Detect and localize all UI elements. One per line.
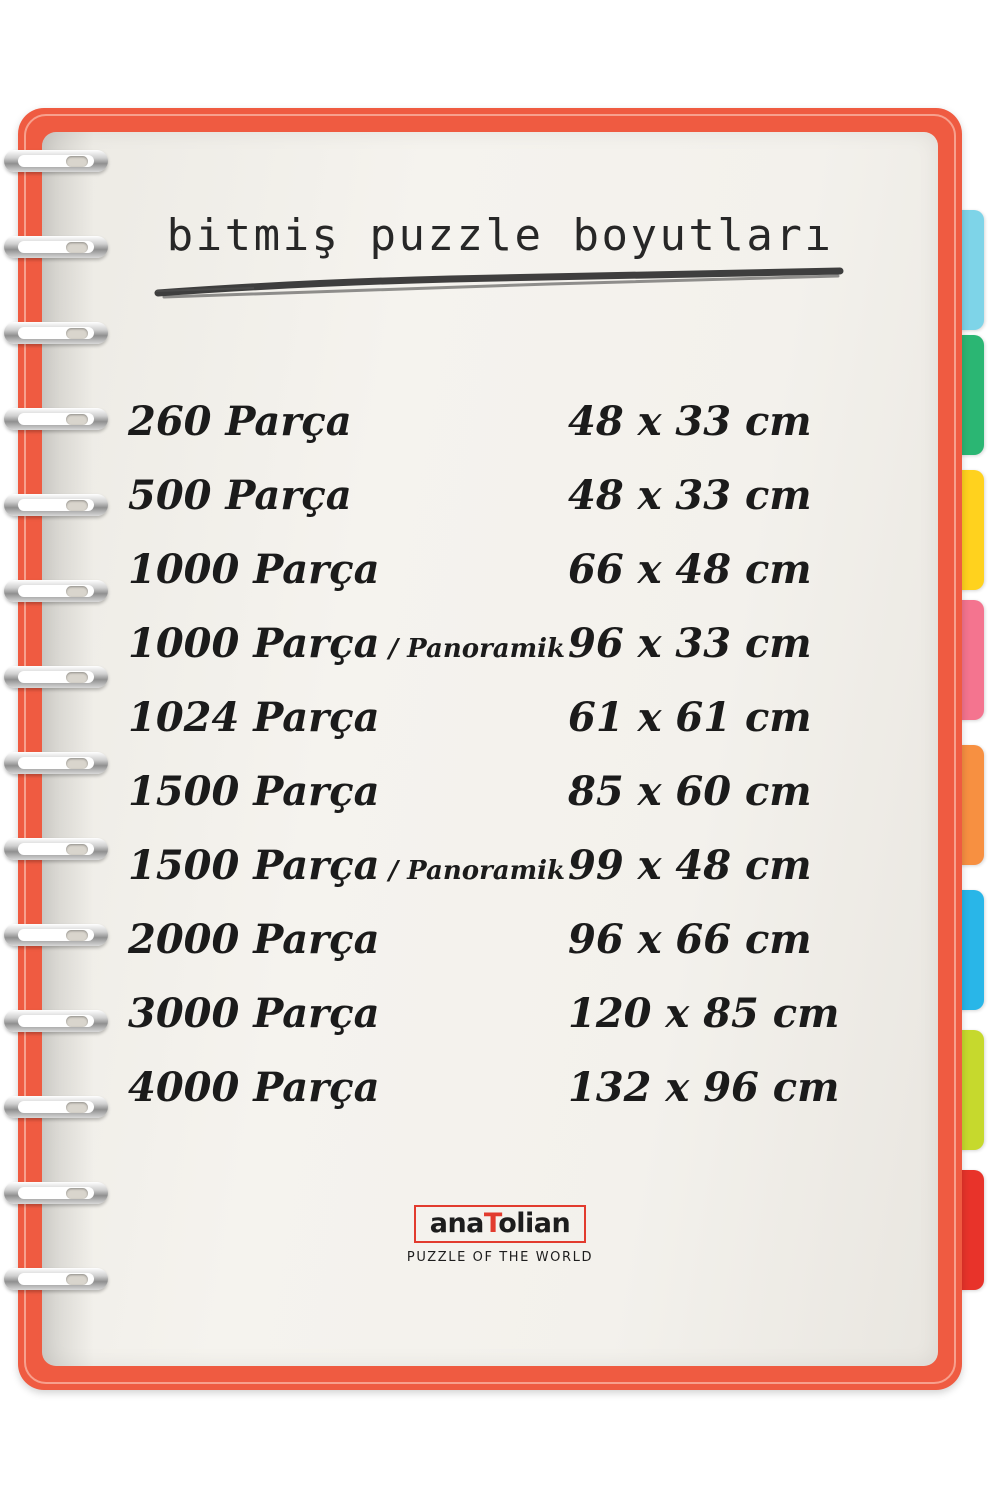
- spiral-ring: [4, 838, 108, 864]
- piece-count-suffix: / Panoramik: [379, 634, 566, 664]
- table-row: [128, 398, 896, 472]
- paper-punch-hole: [66, 414, 88, 425]
- title-block: [120, 210, 880, 301]
- piece-count-cell: [128, 768, 568, 815]
- spiral-ring: [4, 666, 108, 692]
- piece-count-value: 3000 Parça: [128, 990, 380, 1037]
- spiral-ring: [4, 924, 108, 950]
- brand-name-accent: T: [483, 1208, 499, 1239]
- spiral-ring: [4, 494, 108, 520]
- paper-punch-hole: [66, 930, 88, 941]
- piece-count-value: 1000 Parça: [128, 620, 380, 667]
- piece-count-cell: [128, 842, 568, 889]
- brand-name-part1: ana: [429, 1208, 484, 1239]
- table-row: [128, 620, 896, 694]
- paper-punch-hole: [66, 1016, 88, 1027]
- spiral-ring: [4, 580, 108, 606]
- title-underline-icon: [150, 267, 850, 301]
- spiral-binding: [0, 150, 120, 1360]
- paper-punch-hole: [66, 1274, 88, 1285]
- finished-size-cell: 61 x 61 cm: [568, 694, 812, 741]
- spiral-ring: [4, 1268, 108, 1294]
- piece-count-value: 1024 Parça: [128, 694, 380, 741]
- finished-size-cell: 48 x 33 cm: [568, 398, 812, 445]
- brand-name-part2: olian: [498, 1208, 571, 1239]
- paper-punch-hole: [66, 1188, 88, 1199]
- spiral-ring: [4, 1010, 108, 1036]
- spiral-ring: [4, 236, 108, 262]
- piece-count-cell: [128, 916, 568, 963]
- table-row: [128, 916, 896, 990]
- brand-name: [430, 1210, 571, 1237]
- piece-count-cell: [128, 694, 568, 741]
- piece-count-cell: [128, 472, 568, 519]
- piece-count-cell: [128, 546, 568, 593]
- brand-tagline: PUZZLE OF THE WORLD: [406, 1250, 594, 1265]
- piece-count-cell: [128, 398, 568, 445]
- brand-logo: [0, 1205, 1000, 1265]
- brand-name-box: [414, 1205, 587, 1243]
- piece-count-value: 1500 Parça: [128, 768, 380, 815]
- finished-size-cell: 66 x 48 cm: [568, 546, 812, 593]
- paper-punch-hole: [66, 672, 88, 683]
- finished-size-cell: 132 x 96 cm: [568, 1064, 840, 1111]
- finished-size-cell: 96 x 33 cm: [568, 620, 812, 667]
- finished-size-cell: 120 x 85 cm: [568, 990, 840, 1037]
- page-title: bitmiş puzzle boyutları: [166, 210, 834, 261]
- table-row: [128, 768, 896, 842]
- table-row: [128, 472, 896, 546]
- piece-count-value: 1000 Parça: [128, 546, 380, 593]
- finished-size-cell: 48 x 33 cm: [568, 472, 812, 519]
- paper-punch-hole: [66, 156, 88, 167]
- piece-count-value: 1500 Parça: [128, 842, 380, 889]
- table-row: [128, 546, 896, 620]
- spiral-ring: [4, 408, 108, 434]
- table-row: [128, 694, 896, 768]
- spiral-ring: [4, 752, 108, 778]
- paper-punch-hole: [66, 844, 88, 855]
- piece-count-value: 4000 Parça: [128, 1064, 380, 1111]
- paper-punch-hole: [66, 242, 88, 253]
- piece-count-cell: [128, 1064, 568, 1111]
- piece-count-value: 500 Parça: [128, 472, 352, 519]
- spiral-ring: [4, 150, 108, 176]
- piece-count-cell: [128, 620, 568, 667]
- finished-size-cell: 96 x 66 cm: [568, 916, 812, 963]
- paper-punch-hole: [66, 586, 88, 597]
- puzzle-size-table: [128, 398, 896, 1138]
- table-row: [128, 990, 896, 1064]
- paper-punch-hole: [66, 500, 88, 511]
- piece-count-value: 260 Parça: [128, 398, 352, 445]
- finished-size-cell: 85 x 60 cm: [568, 768, 812, 815]
- piece-count-cell: [128, 990, 568, 1037]
- finished-size-cell: 99 x 48 cm: [568, 842, 812, 889]
- paper-punch-hole: [66, 328, 88, 339]
- spiral-ring: [4, 1096, 108, 1122]
- piece-count-suffix: / Panoramik: [379, 856, 566, 886]
- table-row: [128, 842, 896, 916]
- paper-punch-hole: [66, 1102, 88, 1113]
- paper-punch-hole: [66, 758, 88, 769]
- spiral-ring: [4, 322, 108, 348]
- table-row: [128, 1064, 896, 1138]
- piece-count-value: 2000 Parça: [128, 916, 380, 963]
